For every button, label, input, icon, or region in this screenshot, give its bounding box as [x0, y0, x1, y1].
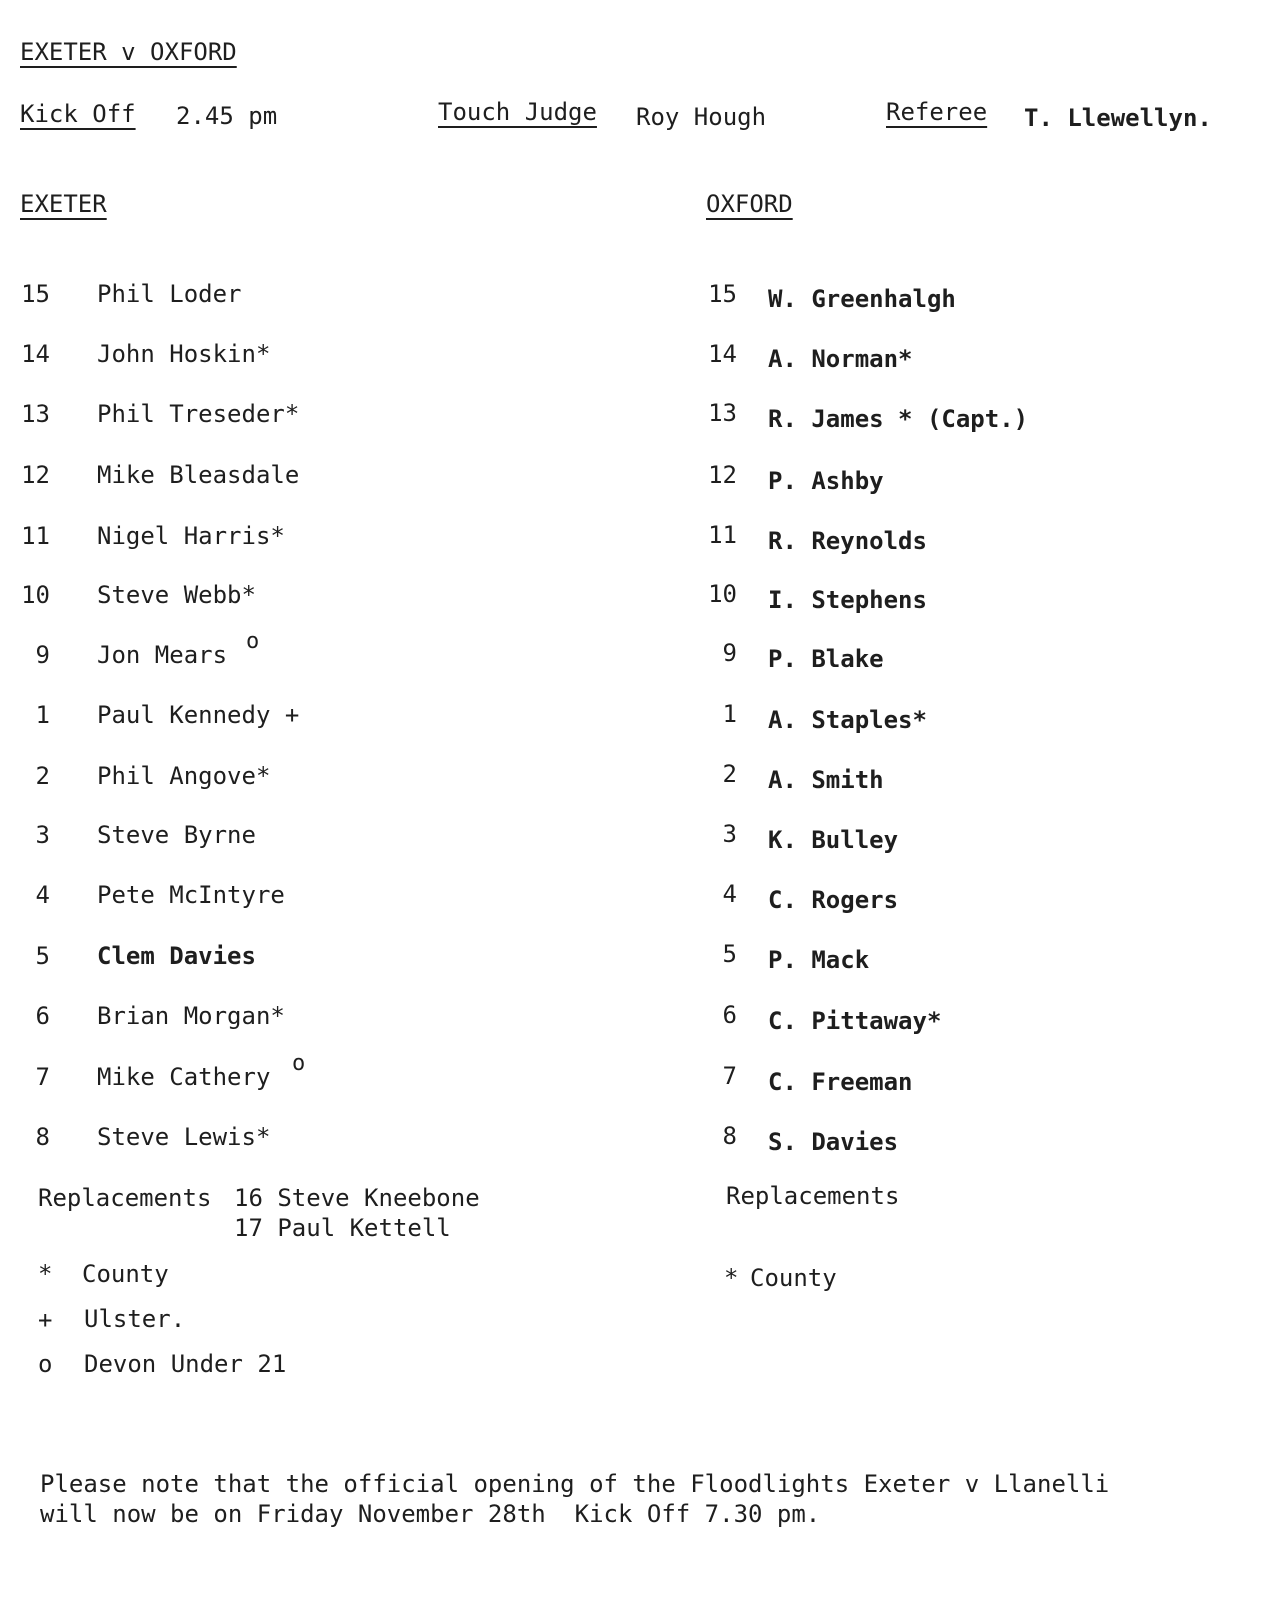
exeter-legend-symbol: * [38, 1260, 53, 1288]
player-name: R. James * (Capt.) [768, 405, 1029, 433]
referee-name: T. Llewellyn. [1024, 104, 1212, 132]
player-number: 13 [708, 399, 737, 427]
player-number: 10 [708, 580, 737, 608]
player-name: Phil Treseder* [97, 400, 300, 428]
player-number: 14 [708, 340, 737, 368]
player-number: 5 [722, 940, 737, 968]
exeter-replacements-label: Replacements [38, 1184, 212, 1212]
player-name: I. Stephens [768, 586, 927, 614]
player-number: 9 [35, 641, 50, 669]
player-name: Pete McIntyre [97, 881, 285, 909]
oxford-replacements-label: Replacements [726, 1182, 900, 1210]
referee-label: Referee [886, 98, 988, 126]
player-number: 11 [21, 522, 50, 550]
exeter-legend-symbol: o [38, 1350, 53, 1378]
player-number: 3 [35, 821, 50, 849]
exeter-team-heading: EXETER [20, 190, 107, 218]
player-name: Mike Cathery [97, 1063, 271, 1091]
player-name: Clem Davies [97, 942, 256, 970]
player-name: P. Mack [768, 946, 870, 974]
oxford-legend-symbol: * [724, 1264, 739, 1292]
player-number: 7 [722, 1062, 737, 1090]
player-number: 12 [21, 461, 50, 489]
player-number: 1 [35, 701, 50, 729]
player-number: 2 [722, 760, 737, 788]
player-number: 5 [35, 942, 50, 970]
player-name: W. Greenhalgh [768, 285, 956, 313]
player-number: 4 [722, 880, 737, 908]
player-name: C. Freeman [768, 1068, 913, 1096]
player-name: C. Pittaway* [768, 1007, 942, 1035]
player-number: 8 [35, 1123, 50, 1151]
player-name: R. Reynolds [768, 527, 927, 555]
player-number: 12 [708, 461, 737, 489]
oxford-team-heading: OXFORD [706, 190, 793, 218]
player-number: 15 [708, 280, 737, 308]
player-number: 6 [35, 1002, 50, 1030]
player-name: Phil Loder [97, 280, 242, 308]
exeter-legend-text: Ulster. [84, 1305, 186, 1333]
player-name: A. Smith [768, 766, 884, 794]
player-name: Steve Byrne [97, 821, 256, 849]
player-name: Phil Angove* [97, 762, 271, 790]
player-name: Nigel Harris* [97, 522, 285, 550]
player-name: A. Norman* [768, 345, 913, 373]
player-name: Jon Mears [97, 641, 228, 669]
player-number: 9 [722, 639, 737, 667]
player-mark: o [246, 629, 260, 654]
player-name: S. Davies [768, 1128, 899, 1156]
exeter-legend-text: Devon Under 21 [84, 1350, 287, 1378]
player-name: Paul Kennedy + [97, 701, 300, 729]
player-name: John Hoskin* [97, 340, 271, 368]
footer-note-line-2: will now be on Friday November 28th Kick Off 7.30 pm. [40, 1500, 821, 1528]
kickoff-label: Kick Off [20, 100, 136, 128]
player-number: 4 [35, 881, 50, 909]
player-number: 11 [708, 521, 737, 549]
player-number: 6 [722, 1001, 737, 1029]
player-name: Steve Webb* [97, 581, 256, 609]
touch-judge-label: Touch Judge [438, 98, 597, 126]
match-title: EXETER v OXFORD [20, 38, 237, 66]
player-name: P. Ashby [768, 467, 884, 495]
exeter-legend-symbol: + [38, 1306, 53, 1334]
player-number: 3 [722, 820, 737, 848]
player-number: 15 [21, 280, 50, 308]
player-number: 2 [35, 762, 50, 790]
player-name: Steve Lewis* [97, 1123, 271, 1151]
player-name: A. Staples* [768, 706, 927, 734]
player-number: 8 [722, 1122, 737, 1150]
player-number: 13 [21, 400, 50, 428]
player-mark: o [292, 1051, 306, 1076]
player-number: 10 [21, 581, 50, 609]
player-name: Brian Morgan* [97, 1002, 285, 1030]
oxford-legend-text: County [750, 1264, 837, 1292]
player-number: 7 [35, 1063, 50, 1091]
touch-judge-name: Roy Hough [636, 103, 767, 131]
exeter-legend-text: County [82, 1260, 169, 1288]
exeter-replacement-item: 16 Steve Kneebone [234, 1184, 480, 1212]
player-name: C. Rogers [768, 886, 899, 914]
player-name: Mike Bleasdale [97, 461, 300, 489]
player-name: K. Bulley [768, 826, 899, 854]
footer-note-line-1: Please note that the official opening of the Floodlights Exeter v Llanelli [40, 1470, 1110, 1498]
exeter-replacement-item: 17 Paul Kettell [234, 1214, 451, 1242]
player-number: 14 [21, 340, 50, 368]
player-name: P. Blake [768, 645, 884, 673]
kickoff-time: 2.45 pm [176, 102, 278, 130]
player-number: 1 [722, 700, 737, 728]
